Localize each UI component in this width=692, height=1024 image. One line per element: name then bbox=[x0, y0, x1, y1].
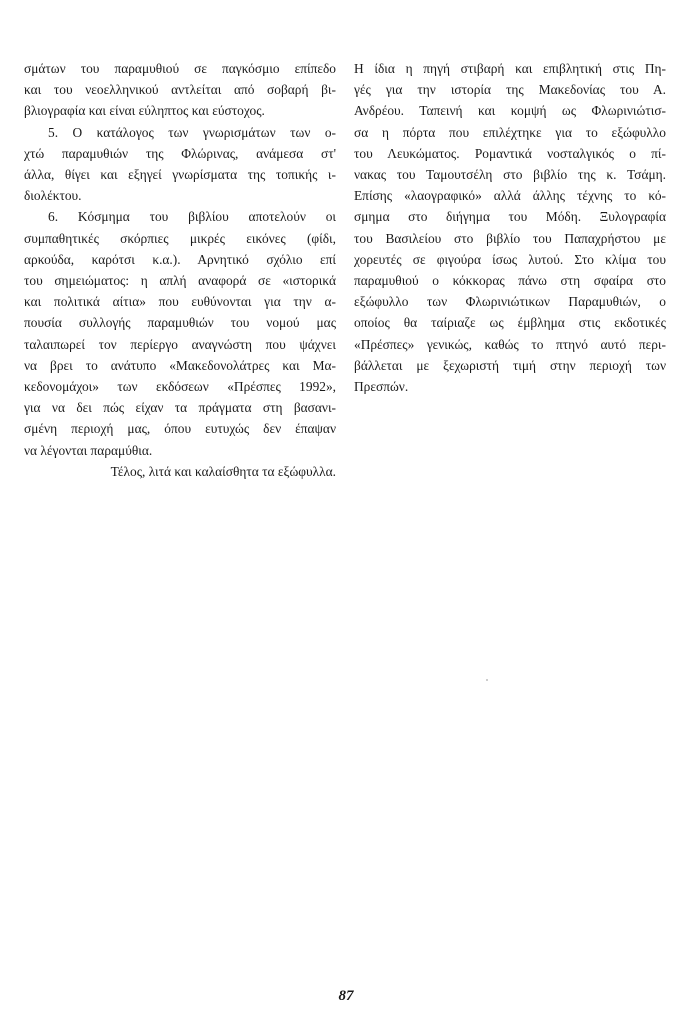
text-line: να λέγονται παραμύθια. bbox=[24, 442, 153, 458]
text-line: εξώφυλλο των Φλωρινιώτικων Παραμυθιών, ο bbox=[354, 294, 666, 310]
text-line: και του νεοελληνικού αντλείται από σοβαρή βι- bbox=[24, 82, 336, 98]
text-line: Πρεσπών. bbox=[354, 379, 409, 395]
text-line: χτώ παραμυθιών της Φλώρινας, ανάμεσα στ' bbox=[24, 145, 336, 161]
text-line: να βρει το ανάτυπο «Μακεδονολάτρες και Μα- bbox=[24, 357, 336, 373]
text-line: ταλαιπωρεί τον περίεργο αναγνώστη που ψάχνει bbox=[24, 336, 336, 352]
text-line: του σημειώματος: η απλή αναφορά σε «ιστορικά bbox=[24, 273, 336, 289]
text-line: αρκούδα, καρότσι κ.α.). Αρνητικό σχόλιο επί bbox=[24, 251, 336, 267]
text-line: γές για την ιστορία της Μακεδονίας του Α. bbox=[354, 82, 666, 98]
text-line: πουσία συλλογής παραμυθιών του νομού μας bbox=[24, 315, 336, 331]
text-line: διολέκτου. bbox=[24, 188, 82, 204]
text-line: παραμυθιού ο κόκκορας πάνω στη σφαίρα στο bbox=[354, 273, 666, 289]
text-line: του Βασιλείου στο βιβλίο του Παπαχρήστου με bbox=[354, 230, 666, 246]
text-line: και πολιτικά αίτια» που ευθύνονται για την α- bbox=[24, 294, 336, 310]
right-column bbox=[354, 58, 666, 397]
text-line: χορευτές σε φιγούρα ίσως λυτού. Στο κλίμα του bbox=[354, 251, 666, 267]
text-line: συμπαθητικές σκόρπιες μικρές εικόνες (φίδι, bbox=[24, 230, 336, 246]
text-line: «Πρέσπες» γενικώς, καθώς το πτηνό αυτό περι- bbox=[354, 336, 666, 352]
text-line: βάλλεται με ξεχωριστή τιμή στην περιοχή των bbox=[354, 357, 666, 373]
text-line: Τέλος, λιτά και καλαίσθητα τα εξώφυλλα. bbox=[110, 463, 336, 479]
text-line: σα η πόρτα που επιλέχτηκε για το εξώφυλλο bbox=[354, 124, 666, 140]
text-line: βλιογραφία και είναι εύληπτος και εύστοχος. bbox=[24, 103, 265, 119]
text-line: του Λευκώματος. Ρομαντικά νοσταλγικός ο πί- bbox=[354, 145, 666, 161]
text-line: σμημα στο διήγημα του Μόδη. Ξυλογραφία bbox=[354, 209, 666, 225]
text-line: Ανδρέου. Ταπεινή και κομψή ως Φλωρινιώτισ- bbox=[354, 103, 666, 119]
text-line: άλλα, θίγει και εξηγεί γνωρίσματα της τοπικής ι- bbox=[24, 167, 336, 183]
scan-speck bbox=[486, 679, 488, 681]
text-line: κεδονομάχοι» των εκδόσεων «Πρέσπες 1992», bbox=[24, 379, 336, 395]
left-column bbox=[24, 58, 336, 482]
text-line: 6. Κόσμημα του βιβλίου αποτελούν οι bbox=[48, 209, 336, 225]
text-line: σμένη περιοχή μας, όπου ευτυχώς δεν έπαψαν bbox=[24, 421, 336, 437]
text-line: σμάτων του παραμυθιού σε παγκόσμιο επίπεδο bbox=[24, 61, 336, 76]
text-line: Επίσης «λαογραφικό» αλλά άλλης τέχνης το κό- bbox=[354, 188, 666, 204]
text-line: οποίος θα ταίριαζε ως έμβλημα στις εκδοτικές bbox=[354, 315, 666, 331]
page-number: 87 bbox=[338, 988, 354, 1004]
text-line: Η ίδια η πηγή στιβαρή και επιβλητική στις Πη- bbox=[354, 61, 666, 76]
text-line: νακας του Ταμουτσέλη στο βιβλίο της κ. Τσάμη. bbox=[354, 167, 666, 183]
text-line: για να δει πώς είχαν τα πράγματα στη βασανι- bbox=[24, 400, 336, 416]
text-line: 5. Ο κατάλογος των γνωρισμάτων των ο- bbox=[48, 124, 336, 140]
